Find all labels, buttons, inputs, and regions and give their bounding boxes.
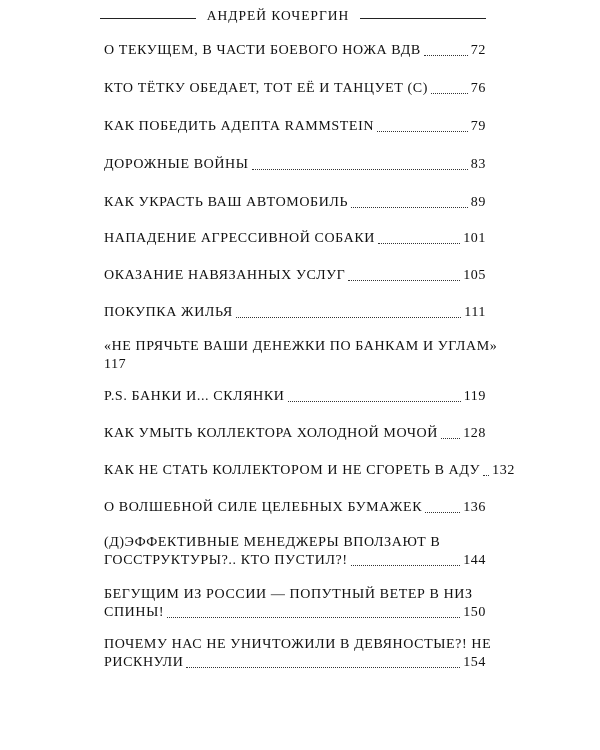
header-rule-left <box>100 18 196 19</box>
toc-entry-title: (Д)ЭФФЕКТИВНЫЕ МЕНЕДЖЕРЫ ВПОЛЗАЮТ В <box>104 535 441 550</box>
toc-entry-title: P.S. БАНКИ И... СКЛЯНКИ <box>104 389 285 404</box>
toc-entry-title-cont: СПИНЫ! <box>104 605 165 620</box>
toc-entry-title: ОКАЗАНИЕ НАВЯЗАННЫХ УСЛУГ <box>104 268 346 283</box>
dot-leader <box>351 207 468 208</box>
toc-entry <box>104 304 486 322</box>
toc-entry-title-cont: ГОССТРУКТУРЫ?.. КТО ПУСТИЛ?! <box>104 553 348 568</box>
toc-entry-title: КАК УКРАСТЬ ВАШ АВТОМОБИЛЬ <box>104 195 349 210</box>
toc-entry <box>104 80 486 98</box>
toc-entry-title: О ВОЛШЕБНОЙ СИЛЕ ЦЕЛЕБНЫХ БУМАЖЕК <box>104 500 423 515</box>
dot-leader <box>424 55 468 56</box>
toc-entry-page: 144 <box>463 553 486 568</box>
dot-leader <box>186 667 460 668</box>
toc-entry <box>104 118 486 136</box>
dot-leader <box>288 401 461 402</box>
toc-entry <box>104 338 498 374</box>
dot-leader <box>348 280 460 281</box>
running-header: АНДРЕЙ КОЧЕРГИН <box>206 8 350 23</box>
toc-entry-title: КАК УМЫТЬ КОЛЛЕКТОРА ХОЛОДНОЙ МОЧОЙ <box>104 426 438 441</box>
toc-entry-page: 132 <box>492 463 515 478</box>
dot-leader <box>483 475 489 476</box>
toc-entry-page: 150 <box>463 605 486 620</box>
toc-entry-page: 83 <box>470 157 486 172</box>
toc-entry <box>104 425 486 443</box>
toc-entry-page: 101 <box>463 231 486 246</box>
toc-entry-title: КТО ТЁТКУ ОБЕДАЕТ, ТОТ ЕЁ И ТАНЦУЕТ (С) <box>104 81 429 96</box>
toc-entry <box>104 156 486 174</box>
toc-entry <box>104 194 486 212</box>
dot-leader <box>167 617 460 618</box>
toc-entry-page: 79 <box>470 119 486 134</box>
dot-leader <box>431 93 468 94</box>
dot-leader <box>441 438 460 439</box>
toc-entry-page: 72 <box>470 43 486 58</box>
toc-entry <box>104 42 486 60</box>
toc-entry <box>104 267 486 285</box>
toc-entry-title: КАК НЕ СТАТЬ КОЛЛЕКТОРОМ И НЕ СГОРЕТЬ В АДУ <box>104 463 481 478</box>
toc-entry <box>104 499 486 517</box>
toc-entry <box>104 636 492 672</box>
toc-entry-page: 128 <box>463 426 486 441</box>
toc-entry-page: 117 <box>104 357 127 372</box>
toc-entry-page: 89 <box>470 195 486 210</box>
toc-entry-page: 154 <box>463 655 486 670</box>
toc-entry <box>104 534 486 570</box>
toc-entry-title: ПОЧЕМУ НАС НЕ УНИЧТОЖИЛИ В ДЕВЯНОСТЫЕ?! НЕ <box>104 637 492 652</box>
toc-entry-title: ДОРОЖНЫЕ ВОЙНЫ <box>104 157 249 172</box>
toc-entry-title: ПОКУПКА ЖИЛЬЯ <box>104 305 233 320</box>
toc-entry-page: 105 <box>463 268 486 283</box>
toc-entry-page: 111 <box>464 305 486 320</box>
dot-leader <box>252 169 468 170</box>
toc-entry-title: БЕГУЩИМ ИЗ РОССИИ — ПОПУТНЫЙ ВЕТЕР В НИЗ <box>104 587 473 602</box>
dot-leader <box>351 565 461 566</box>
dot-leader <box>378 243 460 244</box>
dot-leader <box>236 317 461 318</box>
toc-entry-title: О ТЕКУЩЕМ, В ЧАСТИ БОЕВОГО НОЖА ВДВ <box>104 43 421 58</box>
toc-entry <box>104 388 486 406</box>
toc-entry <box>104 462 515 480</box>
dot-leader <box>377 131 468 132</box>
toc-entry-title: «НЕ ПРЯЧЬТЕ ВАШИ ДЕНЕЖКИ ПО БАНКАМ И УГЛАМ» <box>104 339 498 354</box>
toc-entry <box>104 586 486 622</box>
dot-leader <box>425 512 460 513</box>
toc-entry-title: НАПАДЕНИЕ АГРЕССИВНОЙ СОБАКИ <box>104 231 375 246</box>
toc-entry-title-cont: РИСКНУЛИ <box>104 655 184 670</box>
toc-entry-title: КАК ПОБЕДИТЬ АДЕПТА RAMMSTEIN <box>104 119 375 134</box>
toc-entry-page: 119 <box>463 389 486 404</box>
toc-entry-page: 76 <box>470 81 486 96</box>
toc-entry-page: 136 <box>463 500 486 515</box>
header-rule-right <box>360 18 486 19</box>
toc-entry <box>104 230 486 248</box>
